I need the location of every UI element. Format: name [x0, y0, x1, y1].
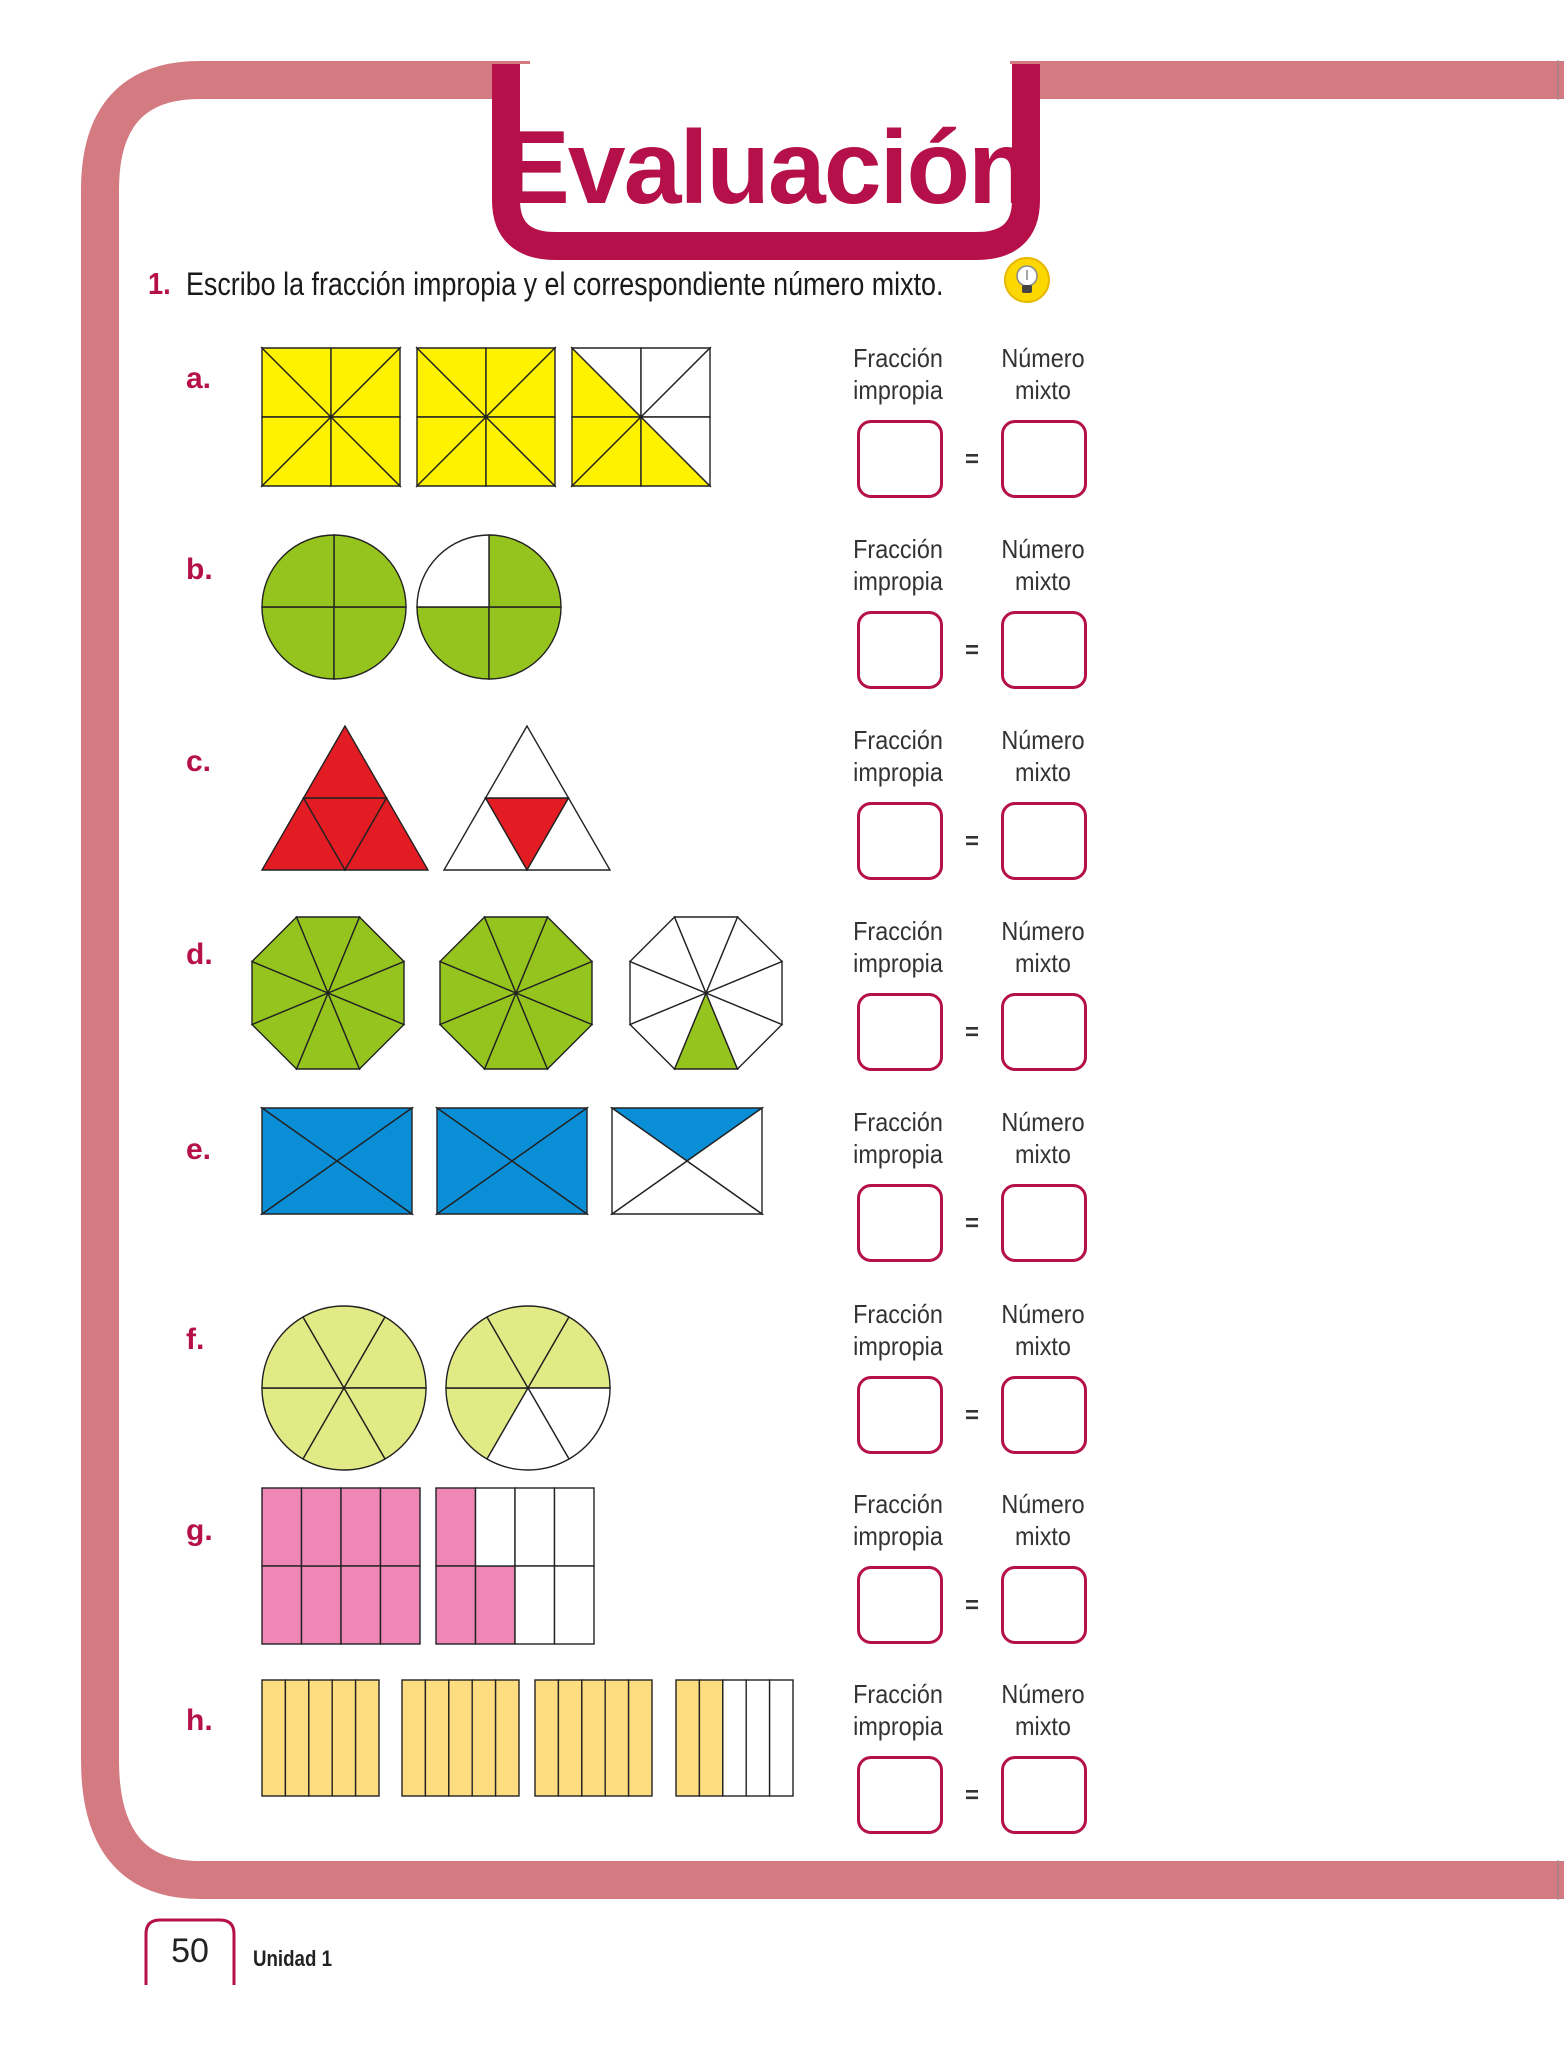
- fraction-piece: [555, 1566, 595, 1644]
- improper-fraction-label: [835, 1298, 961, 1362]
- lightbulb-icon: [1003, 256, 1051, 304]
- fraction-piece: [302, 1566, 342, 1644]
- improper-fraction-answer-box[interactable]: [857, 420, 943, 498]
- mixed-number-label: [980, 1678, 1106, 1742]
- fraction-piece: [582, 1680, 605, 1796]
- improper-fraction-answer-box[interactable]: [857, 802, 943, 880]
- fraction-piece: [489, 535, 561, 607]
- fraction-piece: [381, 1488, 421, 1566]
- equals-sign: =: [965, 1210, 980, 1237]
- mixed-number-label: [980, 533, 1106, 597]
- fraction-figure: [260, 1678, 381, 1798]
- fraction-figure: [610, 1106, 764, 1216]
- improper-fraction-label: [835, 342, 961, 406]
- fraction-piece: [262, 1566, 302, 1644]
- fraction-piece: [436, 1566, 476, 1644]
- mixed-number-answer-box[interactable]: [1001, 420, 1087, 498]
- fraction-figure: [674, 1678, 795, 1798]
- label-line: Número: [1001, 1107, 1085, 1137]
- equals-sign: =: [965, 637, 980, 664]
- label-line: mixto: [1015, 1331, 1071, 1361]
- fraction-piece: [476, 1488, 516, 1566]
- label-line: Número: [1001, 534, 1085, 564]
- fraction-figure: [434, 1486, 596, 1646]
- item-letter: e.: [186, 1133, 212, 1166]
- equals-sign: =: [965, 1402, 980, 1429]
- mixed-number-label: [980, 342, 1106, 406]
- label-line: impropia: [853, 1521, 943, 1551]
- label-line: Fracción: [853, 343, 943, 373]
- equals-sign: =: [965, 828, 980, 855]
- fraction-piece: [676, 1680, 699, 1796]
- equals-sign: =: [965, 446, 980, 473]
- mixed-number-answer-box[interactable]: [1001, 802, 1087, 880]
- unit-label: Unidad 1: [253, 1946, 332, 1971]
- label-line: Fracción: [853, 534, 943, 564]
- fraction-figure: [438, 915, 594, 1071]
- label-line: mixto: [1015, 1711, 1071, 1741]
- mixed-number-answer-box[interactable]: [1001, 1376, 1087, 1454]
- label-line: Número: [1001, 725, 1085, 755]
- fraction-piece: [629, 1680, 652, 1796]
- label-line: Fracción: [853, 1107, 943, 1137]
- fraction-piece: [558, 1680, 581, 1796]
- label-line: impropia: [853, 566, 943, 596]
- fraction-piece: [302, 1488, 342, 1566]
- fraction-piece: [356, 1680, 379, 1796]
- label-line: impropia: [853, 375, 943, 405]
- page-number: 50: [171, 1932, 209, 1970]
- fraction-piece: [723, 1680, 746, 1796]
- equals-sign: =: [965, 1782, 980, 1809]
- label-line: Número: [1001, 1679, 1085, 1709]
- fraction-piece: [262, 535, 334, 607]
- label-line: mixto: [1015, 1521, 1071, 1551]
- label-line: impropia: [853, 948, 943, 978]
- label-line: mixto: [1015, 375, 1071, 405]
- label-line: Número: [1001, 1489, 1085, 1519]
- fraction-piece: [535, 1680, 558, 1796]
- fraction-piece: [262, 607, 334, 679]
- improper-fraction-answer-box[interactable]: [857, 1566, 943, 1644]
- improper-fraction-label: [835, 915, 961, 979]
- mixed-number-label: [980, 1298, 1106, 1362]
- fraction-figure: [260, 1106, 414, 1216]
- mixed-number-label: [980, 1106, 1106, 1170]
- improper-fraction-label: [835, 724, 961, 788]
- label-line: mixto: [1015, 948, 1071, 978]
- label-line: impropia: [853, 1711, 943, 1741]
- fraction-piece: [262, 1680, 285, 1796]
- fraction-figure: [570, 346, 712, 488]
- fraction-piece: [334, 535, 406, 607]
- exercise-number: 1.: [148, 266, 171, 301]
- label-line: Fracción: [853, 1299, 943, 1329]
- fraction-piece: [770, 1680, 793, 1796]
- label-line: Fracción: [853, 1679, 943, 1709]
- fraction-figure: [415, 533, 563, 681]
- item-letter: c.: [186, 745, 212, 778]
- item-letter: b.: [186, 553, 213, 586]
- item-letter: g.: [186, 1514, 213, 1547]
- improper-fraction-label: [835, 533, 961, 597]
- label-line: Número: [1001, 916, 1085, 946]
- mixed-number-label: [980, 724, 1106, 788]
- fraction-piece: [476, 1566, 516, 1644]
- improper-fraction-answer-box[interactable]: [857, 611, 943, 689]
- fraction-piece: [309, 1680, 332, 1796]
- label-line: mixto: [1015, 1139, 1071, 1169]
- label-line: Número: [1001, 1299, 1085, 1329]
- fraction-piece: [746, 1680, 769, 1796]
- fraction-piece: [381, 1566, 421, 1644]
- fraction-piece: [555, 1488, 595, 1566]
- fraction-piece: [425, 1680, 448, 1796]
- improper-fraction-answer-box[interactable]: [857, 1376, 943, 1454]
- improper-fraction-label: [835, 1106, 961, 1170]
- fraction-figure: [533, 1678, 654, 1798]
- fraction-piece: [285, 1680, 308, 1796]
- improper-fraction-answer-box[interactable]: [857, 993, 943, 1071]
- fraction-figure: [260, 1304, 428, 1472]
- label-line: Fracción: [853, 725, 943, 755]
- mixed-number-answer-box[interactable]: [1001, 611, 1087, 689]
- fraction-figure: [250, 915, 406, 1071]
- improper-fraction-answer-box[interactable]: [857, 1756, 943, 1834]
- fraction-piece: [334, 607, 406, 679]
- equals-sign: =: [965, 1592, 980, 1619]
- label-line: mixto: [1015, 757, 1071, 787]
- mixed-number-answer-box[interactable]: [1001, 1756, 1087, 1834]
- fraction-piece: [341, 1488, 381, 1566]
- fraction-piece: [436, 1488, 476, 1566]
- fraction-piece: [472, 1680, 495, 1796]
- mixed-number-label: [980, 1488, 1106, 1552]
- fraction-piece: [417, 607, 489, 679]
- item-letter: d.: [186, 938, 213, 971]
- item-letter: f.: [186, 1323, 205, 1356]
- fraction-figure: [400, 1678, 521, 1798]
- fraction-figure: [435, 1106, 589, 1216]
- fraction-figure: [260, 346, 402, 488]
- page-title: Evaluación: [500, 110, 1030, 226]
- equals-sign: =: [965, 1019, 980, 1046]
- exercise-instruction: Escribo la fracción impropia y el correspondiente número mixto.: [186, 266, 944, 302]
- fraction-piece: [417, 535, 489, 607]
- fraction-figure: [444, 1304, 612, 1472]
- fraction-piece: [515, 1566, 555, 1644]
- label-line: Número: [1001, 343, 1085, 373]
- label-line: mixto: [1015, 566, 1071, 596]
- item-letter: a.: [186, 362, 212, 395]
- fraction-figure: [260, 724, 430, 872]
- fraction-figure: [442, 724, 612, 872]
- fraction-figure: [415, 346, 557, 488]
- label-line: Fracción: [853, 1489, 943, 1519]
- fraction-piece: [486, 726, 569, 798]
- fraction-piece: [341, 1566, 381, 1644]
- mixed-number-answer-box[interactable]: [1001, 1566, 1087, 1644]
- improper-fraction-label: [835, 1488, 961, 1552]
- fraction-piece: [449, 1680, 472, 1796]
- fraction-piece: [262, 1488, 302, 1566]
- fraction-piece: [489, 607, 561, 679]
- fraction-figure: [628, 915, 784, 1071]
- mixed-number-answer-box[interactable]: [1001, 1184, 1087, 1262]
- fraction-piece: [699, 1680, 722, 1796]
- fraction-piece: [496, 1680, 519, 1796]
- label-line: impropia: [853, 1331, 943, 1361]
- label-line: Fracción: [853, 916, 943, 946]
- fraction-figure: [260, 1486, 422, 1646]
- fraction-piece: [402, 1680, 425, 1796]
- improper-fraction-answer-box[interactable]: [857, 1184, 943, 1262]
- improper-fraction-label: [835, 1678, 961, 1742]
- mixed-number-label: [980, 915, 1106, 979]
- label-line: impropia: [853, 1139, 943, 1169]
- fraction-piece: [332, 1680, 355, 1796]
- fraction-piece: [515, 1488, 555, 1566]
- fraction-piece: [304, 726, 387, 798]
- fraction-piece: [605, 1680, 628, 1796]
- label-line: impropia: [853, 757, 943, 787]
- fraction-figure: [260, 533, 408, 681]
- item-letter: h.: [186, 1704, 213, 1737]
- mixed-number-answer-box[interactable]: [1001, 993, 1087, 1071]
